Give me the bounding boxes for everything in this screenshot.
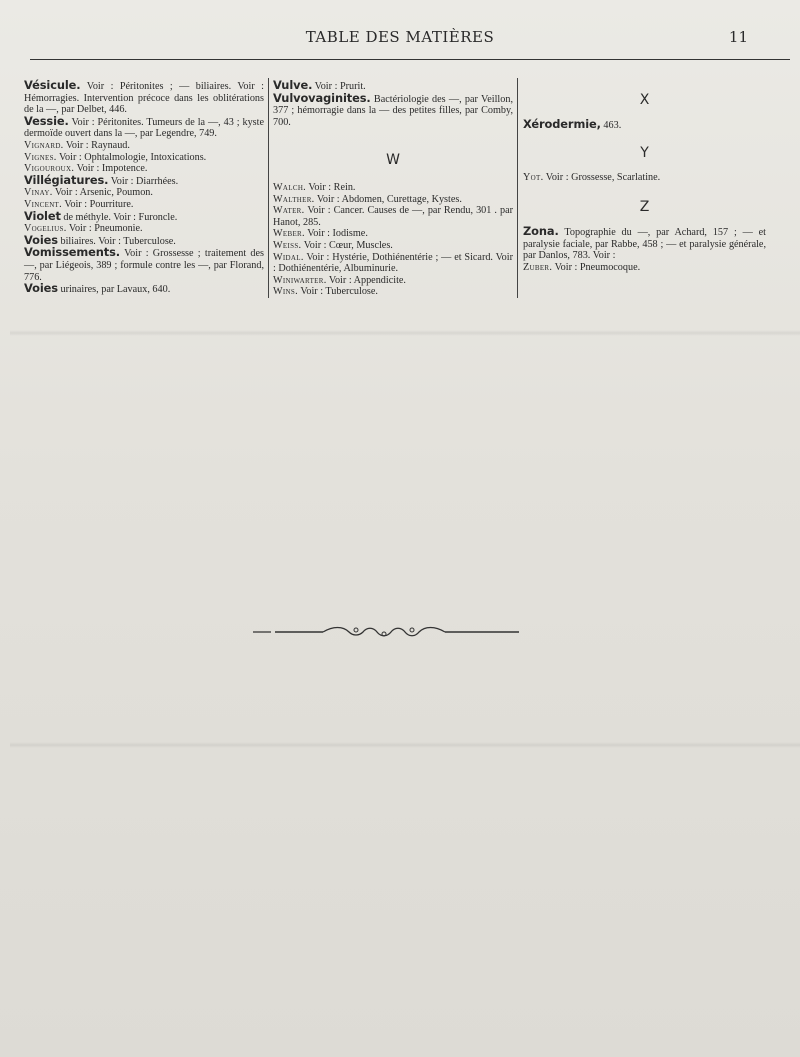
section-letter-w: W: [386, 152, 400, 169]
index-column-1: [24, 80, 264, 296]
page-header: [20, 28, 780, 50]
ornament-icon: [253, 622, 519, 640]
index-entry: Voies biliaires. Voir : Tuberculose.: [24, 232, 176, 247]
page-fold: [10, 742, 800, 748]
index-entry: Vignard. Voir : Raynaud.: [24, 139, 130, 151]
index-entry: Winiwarter. Voir : Appendicite.: [273, 274, 406, 286]
index-entry: Zona. Topographie du —, par Achard, 157 ; — et paralysie faciale, par Rabbe, 458 ; — et paralysie générale, par Danlos, 783. Voir :: [523, 223, 766, 262]
index-entry: Vigouroux. Voir : Impotence.: [24, 163, 148, 175]
index-entry: Yot. Voir : Grossesse, Scarlatine.: [523, 171, 661, 183]
index-entry: Vulvovaginites. Bactériologie des —, par Veillon, 377 ; hémorragie dans la — des petites filles, par Comby, 700.: [273, 90, 513, 128]
index-entry: Vessie. Voir : Péritonites. Tumeurs de la —, 43 ; kyste dermoïde ouvert dans la —, par Legendre, 749.: [24, 113, 264, 140]
index-entry: Water. Voir : Cancer. Causes de —, par Rendu, 301 . par Hanot, 285.: [273, 205, 513, 228]
index-entry: Vésicule. Voir : Péritonites ; — biliaires. Voir : Hémorragies. Intervention précoce dans les oblitérations de la —, par Delbet, 446.: [24, 78, 264, 116]
index-entry: Villégiatures. Voir : Diarrhées.: [24, 172, 179, 187]
index-entry: Walther. Voir : Abdomen, Curettage, Kystes.: [273, 193, 462, 205]
index-entry: Widal. Voir : Hystérie, Dothiénentérie ; — et Sicard. Voir : Dothiénentérie, Albuminurie.: [273, 251, 513, 275]
index-entry: Walch. Voir : Rein.: [273, 181, 356, 193]
index-entry: Vulve. Voir : Prurit.: [273, 78, 366, 92]
index-column-3: [523, 80, 766, 273]
index-entry: Weiss. Voir : Cœur, Muscles.: [273, 239, 393, 251]
index-entry: Vinay. Voir : Arsenic, Poumon.: [24, 187, 153, 199]
section-letter-z: Z: [639, 199, 650, 216]
index-entry: Weber. Voir : Iodisme.: [273, 228, 368, 240]
index-entry: Voies urinaires, par Lavaux, 640.: [24, 281, 171, 296]
header-rule: [30, 59, 790, 60]
index-entry: Xérodermie, 463.: [523, 116, 622, 131]
index-entry: Zuber. Voir : Pneumocoque.: [523, 261, 641, 273]
index-entry: Vincent. Voir : Pourriture.: [24, 198, 134, 210]
index-entry: Violet de méthyle. Voir : Furoncle.: [24, 208, 178, 223]
index-entry: Wins. Voir : Tuberculose.: [273, 286, 378, 298]
column-divider: [268, 78, 269, 298]
running-title: TABLE DES MATIÈRES: [305, 28, 495, 46]
index-column-2: [273, 80, 513, 298]
page-number: 11: [728, 28, 748, 46]
index-entry: Vignes. Voir : Ophtalmologie, Intoxications.: [24, 151, 207, 163]
section-letter-y: Y: [640, 145, 649, 162]
column-divider: [517, 78, 518, 298]
page-fold: [10, 330, 800, 336]
section-letter-x: X: [639, 92, 650, 108]
index-entry: Vogelius. Voir : Pneumonie.: [24, 223, 143, 235]
index-entry: Vomissements. Voir : Grossesse ; traitement des —, par Liégeois, 389 ; formule contre les —, par Florand, 776.: [24, 245, 264, 283]
